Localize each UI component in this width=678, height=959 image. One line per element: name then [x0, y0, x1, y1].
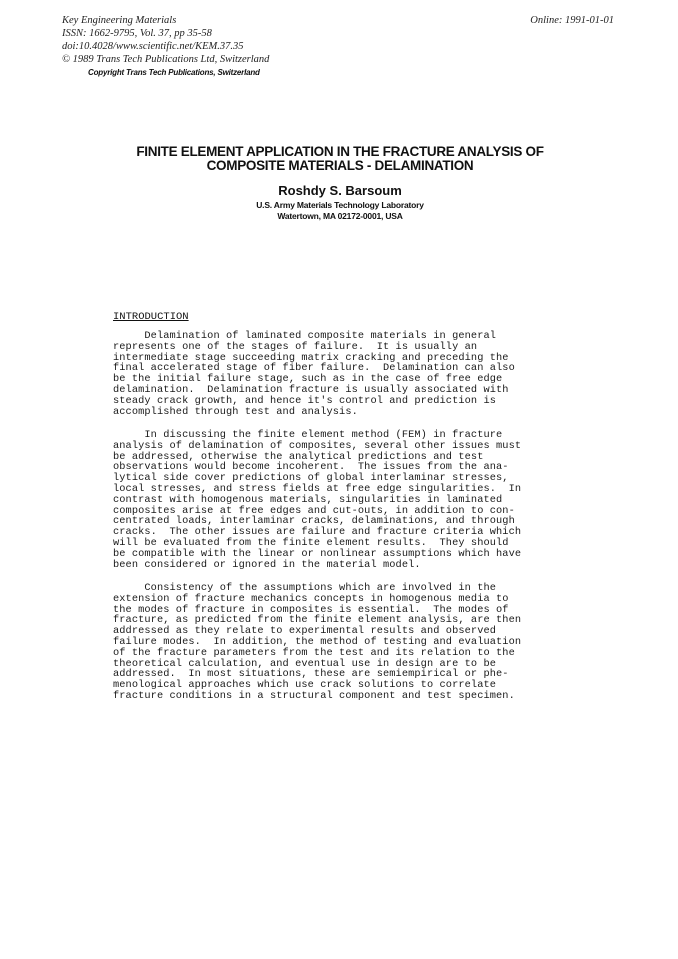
copyright-line: © 1989 Trans Tech Publications Ltd, Switzerland	[62, 54, 270, 65]
affiliation-line-1: U.S. Army Materials Technology Laboratory	[256, 200, 424, 210]
text-line: composites arise at free edges and cut-outs, in addition to con-	[113, 504, 515, 517]
text-line: menological approaches which use crack solutions to correlate	[113, 679, 497, 692]
journal-name: Key Engineering Materials	[62, 15, 177, 26]
paragraph-2	[113, 430, 573, 570]
text-line: be the initial failure stage, such as in the case of free edge	[113, 373, 503, 386]
text-line: be addressed, otherwise the analytical predictions and test	[113, 450, 484, 463]
text-line: contrast with homogenous materials, singularities in laminated	[113, 493, 503, 506]
text-line: In discussing the finite element method (FEM) in fracture	[113, 429, 503, 441]
text-line: will be evaluated from the finite element results. They should	[113, 536, 509, 549]
author-affiliation	[200, 200, 480, 222]
text-line: delamination. Delamination fracture is usually associated with	[113, 383, 509, 396]
text-line: fracture, as predicted from the finite element analysis, are then	[113, 614, 522, 627]
author-name: Roshdy S. Barsoum	[278, 183, 402, 198]
text-line: analysis of delamination of composites, several other issues must	[113, 439, 522, 452]
doi-line: doi:10.4028/www.scientific.net/KEM.37.35	[62, 41, 244, 52]
title-line-2: COMPOSITE MATERIALS - DELAMINATION	[206, 158, 474, 173]
text-line: cracks. The other issues are failure and fracture criteria which	[113, 526, 522, 539]
issn-line: ISSN: 1662-9795, Vol. 37, pp 35-58	[62, 28, 212, 39]
text-line: fracture conditions in a structural component and test specimen.	[113, 689, 515, 702]
text-line: theoretical calculation, and eventual use in design are to be	[113, 657, 497, 670]
text-line: extension of fracture mechanics concepts in homogenous media to	[113, 592, 509, 605]
text-line: Consistency of the assumptions which are involved in the	[113, 582, 497, 594]
copyright-stamp: Copyright Trans Tech Publications, Switzerland	[88, 68, 260, 77]
paragraph-1	[113, 331, 573, 417]
text-line: accomplished through test and analysis.	[113, 405, 358, 418]
text-line: local stresses, and stress fields at free edge singularities. In	[113, 482, 522, 495]
text-line: steady crack growth, and hence it's control and prediction is	[113, 394, 497, 407]
title-line-1: FINITE ELEMENT APPLICATION IN THE FRACTURE ANALYSIS OF	[136, 144, 544, 159]
text-line: of the fracture parameters from the test and its relation to the	[113, 646, 515, 659]
online-date: Online: 1991-01-01	[530, 15, 614, 26]
text-line: be compatible with the linear or nonlinear assumptions which have	[113, 547, 522, 560]
text-line: the modes of fracture in composites is essential. The modes of	[113, 603, 509, 616]
publication-metadata	[62, 14, 482, 66]
text-line: final accelerated stage of fiber failure. Delamination can also	[113, 362, 515, 375]
section-heading: INTRODUCTION	[113, 311, 189, 323]
text-line: centrated loads, interlaminar cracks, delaminations, and through	[113, 515, 515, 528]
text-line: observations would become incoherent. The issues from the ana-	[113, 461, 509, 474]
text-line: intermediate stage succeeding matrix cracking and preceding the	[113, 351, 509, 364]
text-line: addressed as they relate to experimental results and observed	[113, 625, 497, 638]
affiliation-line-2: Watertown, MA 02172-0001, USA	[277, 211, 403, 221]
paragraph-3	[113, 583, 573, 702]
paper-title	[80, 145, 600, 173]
text-line: represents one of the stages of failure. It is usually an	[113, 340, 478, 353]
text-line: failure modes. In addition, the method of testing and evaluation	[113, 635, 522, 648]
text-line: Delamination of laminated composite materials in general	[113, 330, 497, 342]
text-line: addressed. In most situations, these are semiempirical or phe-	[113, 668, 509, 681]
text-line: been considered or ignored in the material model.	[113, 558, 421, 571]
text-line: lytical side cover predictions of global interlaminar stresses,	[113, 472, 509, 485]
